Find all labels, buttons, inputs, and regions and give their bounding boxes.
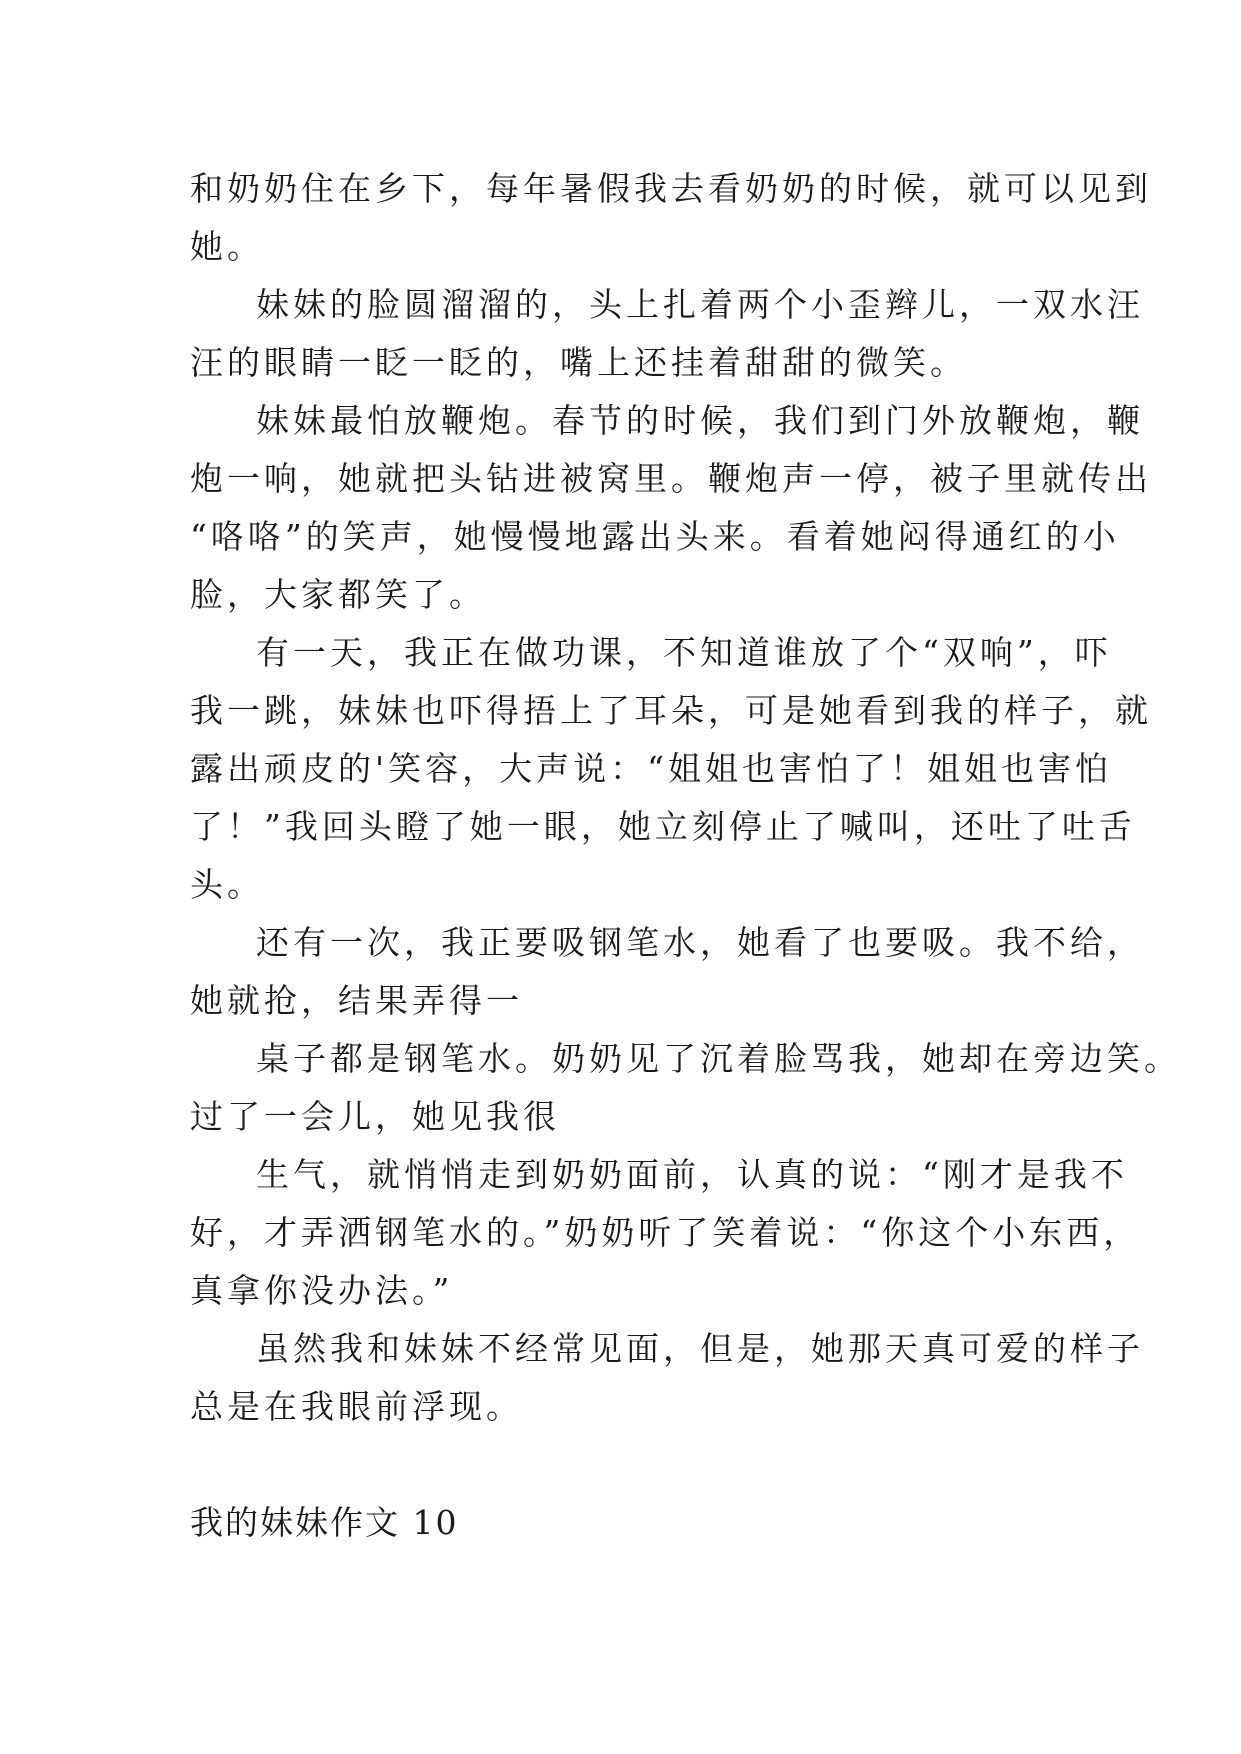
paragraph-6 xyxy=(190,1030,1181,1146)
text-line: 和奶奶住在乡下，每年暑假我去看奶奶的时候，就可以见到 xyxy=(190,169,1152,208)
text-line: 头。 xyxy=(190,865,264,904)
text-line: 她就抢，结果弄得一 xyxy=(190,981,523,1020)
text-line: 我一跳，妹妹也吓得捂上了耳朵，可是她看到我的样子，就 xyxy=(190,691,1152,730)
text-line: “咯咯”的笑声，她慢慢地露出头来。看着她闷得通红的小 xyxy=(190,517,1120,556)
text-line: 过了一会儿，她见我很 xyxy=(190,1097,560,1136)
text-line: 有一天，我正在做功课，不知道谁放了个“双响”，吓 xyxy=(256,633,1112,672)
text-line: 炮一响，她就把头钻进被窝里。鞭炮声一停，被子里就传出 xyxy=(190,459,1152,498)
text-line: 汪的眼睛一眨一眨的，嘴上还挂着甜甜的微笑。 xyxy=(190,343,967,382)
paragraph-4 xyxy=(190,624,1152,914)
spacer xyxy=(190,1436,1050,1494)
paragraph-7 xyxy=(190,1146,1141,1320)
text-line: 露出顽皮的'笑容，大声说：“姐姐也害怕了！姐姐也害怕 xyxy=(190,749,1112,788)
text-line: 妹妹最怕放鞭炮。春节的时候，我们到门外放鞭炮，鞭 xyxy=(256,401,1144,440)
text-line: 真拿你没办法。” xyxy=(190,1271,454,1310)
text-line: 她。 xyxy=(190,227,264,266)
paragraph-1 xyxy=(190,160,1152,276)
text-line: 虽然我和妹妹不经常见面，但是，她那天真可爱的样子 xyxy=(256,1329,1144,1368)
text-line: 总是在我眼前浮现。 xyxy=(190,1387,523,1426)
paragraph-3 xyxy=(190,392,1152,624)
text-line: 了！”我回头瞪了她一眼，她立刻停止了喊叫，还吐了吐舌 xyxy=(190,807,1136,846)
essay-body xyxy=(190,160,1181,1552)
text-line: 好，才弄洒钢笔水的。”奶奶听了笑着说：“你这个小东西， xyxy=(190,1213,1141,1252)
text-line: 桌子都是钢笔水。奶奶见了沉着脸骂我，她却在旁边笑。 xyxy=(256,1039,1181,1078)
paragraph-5 xyxy=(190,914,1144,1030)
paragraph-8 xyxy=(190,1320,1144,1436)
text-line: 妹妹的脸圆溜溜的，头上扎着两个小歪辫儿，一双水汪 xyxy=(256,285,1144,324)
text-line: 脸，大家都笑了。 xyxy=(190,575,486,614)
section-heading: 我的妹妹作文 10 xyxy=(190,1503,459,1542)
text-line: 还有一次，我正要吸钢笔水，她看了也要吸。我不给， xyxy=(256,923,1144,962)
text-line: 生气，就悄悄走到奶奶面前，认真的说：“刚才是我不 xyxy=(256,1155,1128,1194)
paragraph-2 xyxy=(190,276,1144,392)
